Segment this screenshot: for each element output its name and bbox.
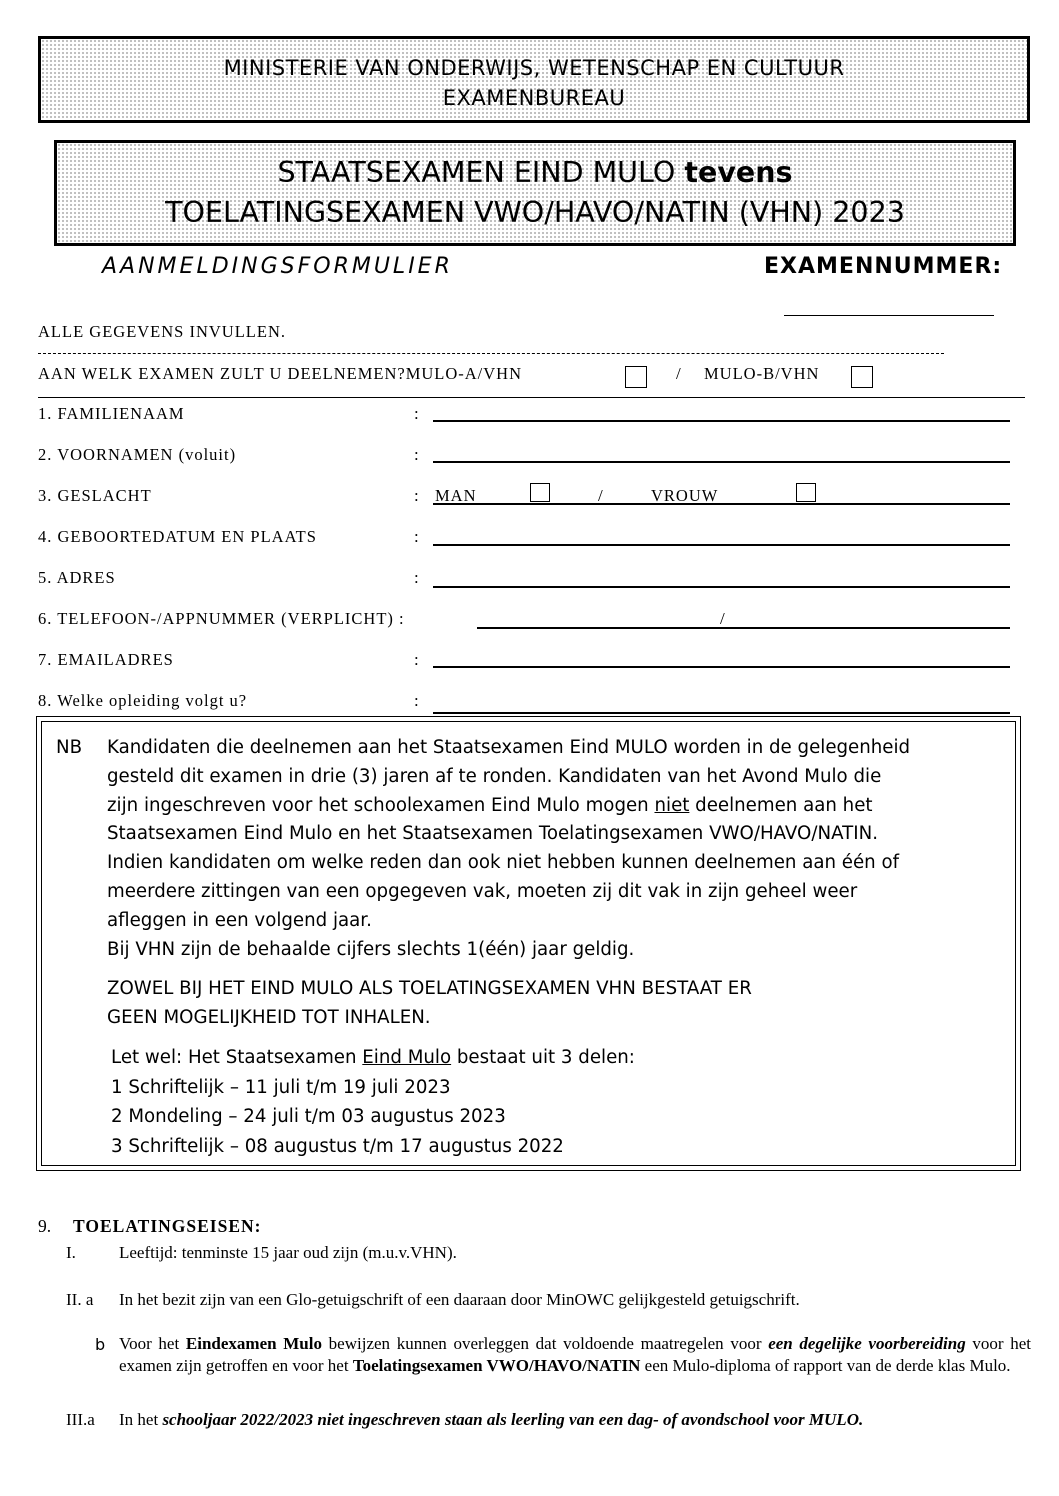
slash-separator: /: [676, 364, 681, 383]
requirements-heading: TOELATINGSEISEN:: [73, 1216, 262, 1236]
nb-label: NB: [56, 737, 83, 758]
adres-input[interactable]: [433, 586, 1010, 588]
colon: :: [414, 527, 419, 546]
part-item: 3 Schriftelijk – 08 augustus t/m 17 augustus 2022: [111, 1135, 564, 1157]
familienaam-input[interactable]: [433, 420, 1010, 422]
req-iiia-text: In het schooljaar 2022/2023 niet ingeschreven staan als leerling van een dag- of avondschool voor MULO.: [119, 1410, 864, 1429]
nb-text: [107, 734, 910, 964]
mulo-a-checkbox[interactable]: [625, 366, 647, 388]
req-iiia-label: III.a: [66, 1410, 95, 1429]
nb-caps-warning: ZOWEL BIJ HET EIND MULO ALS TOELATINGSEXAMEN VHN BESTAAT ER GEEN MOGELIJKHEID TOT INHALEN.: [107, 978, 752, 1028]
exam-choice-question: AAN WELK EXAMEN ZULT U DEELNEMEN?MULO-A/VHN: [38, 364, 523, 383]
part-item: 2 Mondeling – 24 juli t/m 03 augustus 2023: [111, 1106, 506, 1127]
exam-title-box: [54, 140, 1016, 246]
req-iia-text: In het bezit zijn van een Glo-getuigschrift of een daaraan door MinOWC gelijkgesteld getuigschrift.: [119, 1290, 800, 1309]
nb-line: Kandidaten die deelnemen aan het Staatsexamen Eind MULO worden in de gelegenheid: [107, 737, 911, 758]
nb-line: Bij VHN zijn de behaalde cijfers slechts 1(één) jaar geldig.: [107, 938, 635, 960]
form-title: AANMELDINGSFORMULIER: [102, 254, 453, 279]
field-label-geboortedatum: 4. GEBOORTEDATUM EN PLAATS: [38, 527, 317, 546]
field-label-familienaam: 1. FAMILIENAAM: [38, 404, 185, 423]
female-checkbox[interactable]: [796, 483, 816, 502]
field-label-email: 7. EMAILADRES: [38, 650, 174, 669]
slash-separator: /: [598, 486, 603, 505]
colon: :: [414, 486, 419, 505]
nb-line: meerdere zittingen van een opgegeven vak, moeten zij dit vak in zijn geheel weer: [107, 880, 858, 902]
field-label-geslacht: 3. GESLACHT: [38, 486, 152, 505]
slash-separator: /: [720, 609, 725, 628]
dashed-divider: [38, 353, 944, 354]
exam-number-field[interactable]: [784, 315, 994, 316]
part-item: 1 Schriftelijk – 11 juli t/m 19 juli 2023: [111, 1076, 451, 1098]
mulo-b-checkbox[interactable]: [851, 366, 873, 388]
field-label-voornamen: 2. VOORNAMEN (voluit): [38, 445, 237, 464]
colon: :: [414, 650, 419, 669]
nb-line: zijn ingeschreven voor het schoolexamen Eind Mulo mogen niet deelnemen aan het: [107, 794, 873, 816]
exam-number-label: EXAMENNUMMER:: [764, 254, 1003, 279]
nb-line: Indien kandidaten om welke reden dan ook niet hebben kunnen deelnemen aan één of: [107, 852, 900, 874]
req-iia-label: II. a: [66, 1290, 94, 1309]
colon: :: [414, 691, 419, 710]
req-iib-label: b: [95, 1335, 106, 1354]
ministry-name: MINISTERIE VAN ONDERWIJS, WETENSCHAP EN CULTUUR: [223, 56, 845, 80]
field-label-opleiding: 8. Welke opleiding volgt u?: [38, 691, 248, 710]
field-label-telefoon: 6. TELEFOON-/APPNUMMER (VERPLICHT) :: [38, 609, 405, 628]
ministry-header: [38, 36, 1030, 123]
letwel-line: Let wel: Het Staatsexamen Eind Mulo bestaat uit 3 delen:: [111, 1047, 635, 1068]
colon: :: [414, 445, 419, 464]
mulo-b-label: MULO-B/VHN: [704, 364, 820, 383]
nb-line: gesteld dit examen in drie (3) jaren af te ronden. Kandidaten van het Avond Mulo die: [107, 765, 882, 787]
req-i-text: Leeftijd: tenminste 15 jaar oud zijn (m.u.v.VHN).: [119, 1243, 457, 1262]
gender-female-label: VROUW: [651, 486, 719, 505]
voornamen-input[interactable]: [433, 461, 1010, 463]
req-i-label: I.: [66, 1243, 76, 1262]
exam-title-line1: STAATSEXAMEN EIND MULO tevens: [277, 156, 793, 189]
requirements-number: 9.: [38, 1216, 52, 1236]
telefoon-input[interactable]: [477, 627, 1010, 629]
nb-line: afleggen in een volgend jaar.: [107, 909, 372, 931]
geboortedatum-input[interactable]: [433, 544, 1010, 546]
exam-bureau: EXAMENBUREAU: [442, 86, 626, 110]
opleiding-input[interactable]: [433, 712, 1010, 714]
instruction: ALLE GEGEVENS INVULLEN.: [38, 322, 286, 341]
colon: :: [414, 404, 419, 423]
nb-line: Staatsexamen Eind Mulo en het Staatsexamen Toelatingsexamen VWO/HAVO/NATIN.: [107, 823, 878, 845]
nb-parts: [111, 1043, 635, 1161]
gender-male-label: MAN: [435, 486, 477, 505]
email-input[interactable]: [433, 666, 1010, 668]
exam-title-line2: TOELATINGSEXAMEN VWO/HAVO/NATIN (VHN) 2023: [165, 196, 905, 229]
male-checkbox[interactable]: [530, 483, 550, 502]
divider: [38, 397, 1025, 398]
field-label-adres: 5. ADRES: [38, 568, 116, 587]
req-iib-text: Voor het Eindexamen Mulo bewijzen kunnen overleggen dat voldoende maatregelen voor een degelijke voorbereiding voor het examen zijn getroffen en voor het Toelatingsexamen VWO/HAVO/NATIN een Mulo-diploma of rapport van de derde klas Mulo.: [119, 1334, 1032, 1375]
colon: :: [414, 568, 419, 587]
geslacht-line: [433, 503, 1010, 505]
